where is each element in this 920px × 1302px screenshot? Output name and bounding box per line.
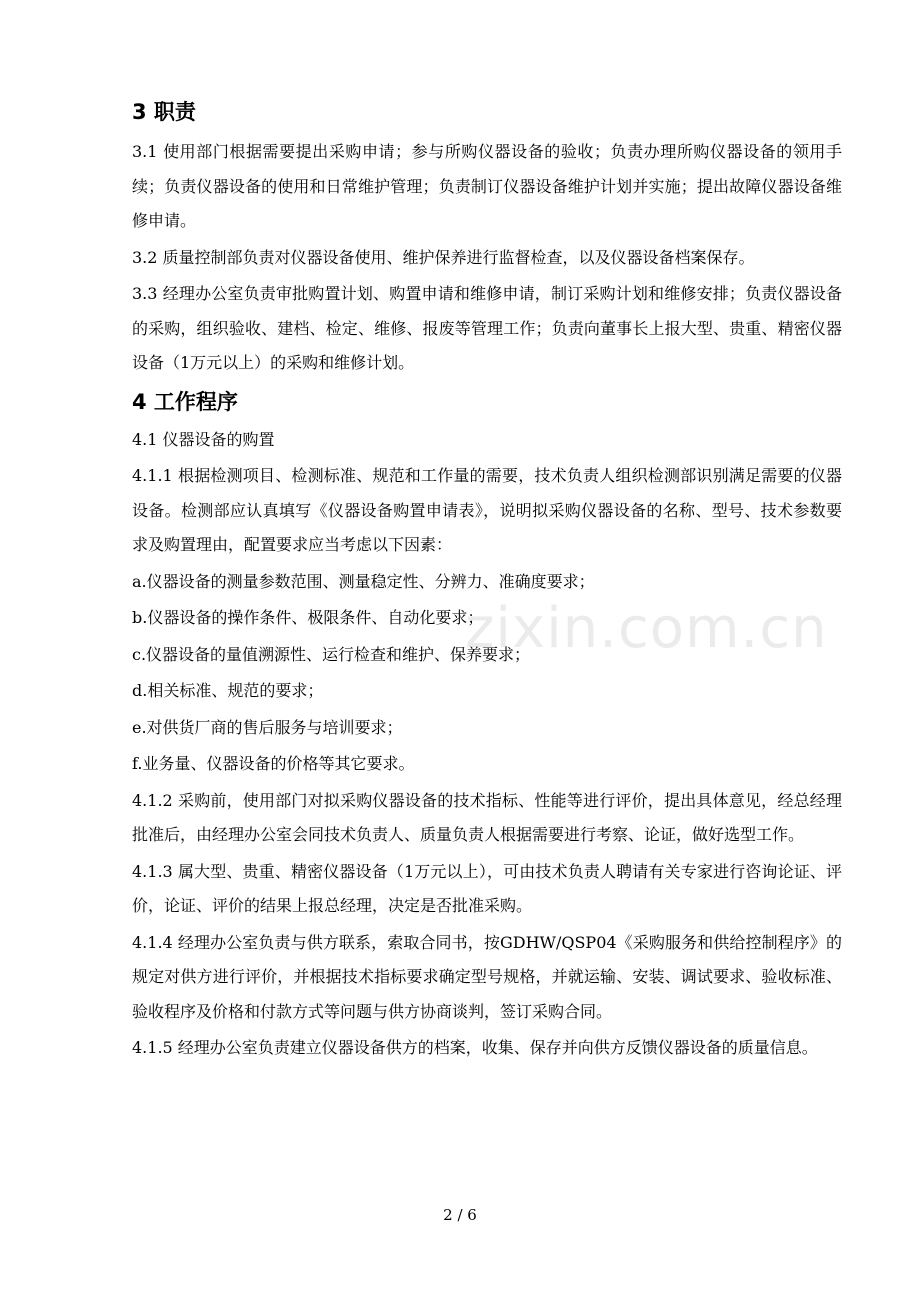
page-number: 2 / 6 xyxy=(443,1206,477,1224)
section-3-heading: 3 职责 xyxy=(132,100,196,124)
paragraph-4-1-5: 4.1.5 经理办公室负责建立仪器设备供方的档案，收集、保存并向供方反馈仪器设备的质量信息。 xyxy=(132,1038,818,1057)
list-item-f: f.业务量、仪器设备的价格等其它要求。 xyxy=(132,754,415,773)
list-item-a: a.仪器设备的测量参数范围、测量稳定性、分辨力、准确度要求； xyxy=(132,571,595,591)
list-item-b: b.仪器设备的操作条件、极限条件、自动化要求； xyxy=(132,608,484,627)
page-content xyxy=(132,95,842,1068)
paragraph-4-1-2: 4.1.2 采购前，使用部门对拟采购仪器设备的技术指标、性能等进行评价，提出具体意见，经总经理批准后，由经理办公室会同技术负责人、质量负责人根据需要进行考察、论证，做好选型工作。 xyxy=(132,790,842,844)
watermark: zixin.com.cn xyxy=(465,596,828,661)
list-item-e: e.对供货厂商的售后服务与培训要求； xyxy=(132,717,403,737)
list-item-d: d.相关标准、规范的要求； xyxy=(132,681,324,700)
paragraph-3-1: 3.1 使用部门根据需要提出采购申请；参与所购仪器设备的验收；负责办理所购仪器设备的领用手续；负责仪器设备的使用和日常维护管理；负责制订仪器设备维护计划并实施；提出故障仪器设备维修申请。 xyxy=(132,142,842,230)
section-4-heading: 4 工作程序 xyxy=(132,389,238,414)
list-item-c: c.仪器设备的量值溯源性、运行检查和维护、保养要求； xyxy=(132,644,531,664)
paragraph-3-3: 3.3 经理办公室负责审批购置计划、购置申请和维修申请，制订采购计划和维修安排；负责仪器设备的采购，组织验收、建档、检定、维修、报废等管理工作；负责向董事长上报大型、贵重、精密仪器设备（1万元以上）的采购和维修计划。 xyxy=(132,284,842,372)
paragraph-4-1: 4.1 仪器设备的购置 xyxy=(132,429,275,449)
paragraph-3-2: 3.2 质量控制部负责对仪器设备使用、维护保养进行监督检查，以及仪器设备档案保存。 xyxy=(132,247,755,267)
paragraph-4-1-3: 4.1.3 属大型、贵重、精密仪器设备（1万元以上），可由技术负责人聘请有关专家进行咨询论证、评价，论证、评价的结果上报总经理，决定是否批准采购。 xyxy=(132,861,842,915)
paragraph-4-1-1: 4.1.1 根据检测项目、检测标准、规范和工作量的需要，技术负责人组织检测部识别满足需要的仪器设备。检测部应认真填写《仪器设备购置申请表》，说明拟采购仪器设备的名称、型号、技术参数要求及购置理由，配置要求应当考虑以下因素： xyxy=(132,466,842,554)
paragraph-4-1-4: 4.1.4 经理办公室负责与供方联系，索取合同书，按GDHW/QSP04《采购服务和供给控制程序》的规定对供方进行评价，并根据技术指标要求确定型号规格，并就运输、安装、调试要求、验收标准、验收程序及价格和付款方式等问题与供方协商谈判，签订采购合同。 xyxy=(132,932,842,1021)
